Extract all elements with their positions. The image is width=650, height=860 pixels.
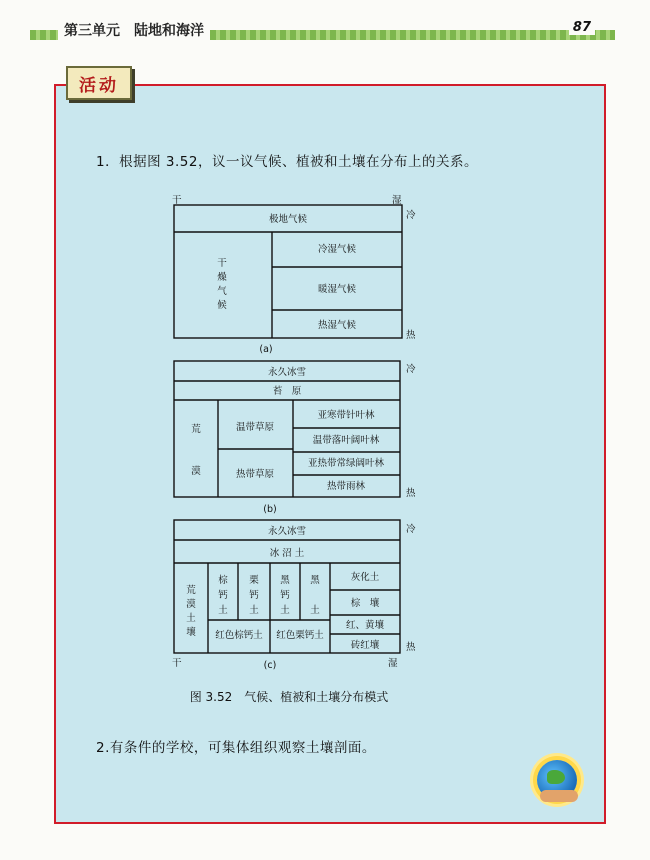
a-warm-humid: 暖湿气候 (317, 284, 357, 295)
c-col1-1: 棕 (218, 575, 228, 586)
c-red-chestnut: 红色栗钙土 (276, 630, 324, 641)
c-brown-earth: 棕 壤 (350, 598, 380, 609)
c-col1-3: 土 (218, 605, 228, 616)
question-1: 1．根据图 3.52，议一议气候、植被和土壤在分布上的关系。 (96, 154, 478, 170)
unit-title: 第三单元 陆地和海洋 (58, 20, 210, 40)
c-desert-2: 漠 (186, 599, 196, 610)
globe-land-icon (547, 770, 565, 784)
b-forest-1: 亚寒带针叶林 (317, 410, 375, 421)
c-podzol: 灰化土 (350, 572, 380, 583)
label-dry-a: 干 (172, 195, 182, 206)
activity-tag: 活动 (66, 66, 132, 100)
c-desert-3: 土 (186, 613, 196, 624)
a-hot-humid: 热湿气候 (317, 320, 357, 331)
b-forest-2: 温带落叶阔叶林 (312, 435, 380, 446)
c-sublabel: (c) (263, 660, 277, 671)
label-cold-a: 冷 (406, 210, 416, 221)
c-desert-1: 荒 (186, 585, 196, 596)
label-wet-c: 湿 (388, 658, 398, 669)
a-cold-humid: 冷湿气候 (317, 244, 357, 255)
b-sublabel: (b) (263, 504, 277, 515)
hand-icon (540, 790, 578, 802)
label-cold-b: 冷 (406, 364, 416, 375)
c-permanent-snow: 永久冰雪 (267, 526, 307, 537)
c-col3-2: 钙 (280, 590, 290, 601)
b-forest-3: 亚热带常绿阔叶林 (307, 458, 385, 469)
label-hot-c: 热 (406, 642, 416, 653)
label-wet-a: 湿 (392, 195, 402, 206)
b-tundra: 苔 原 (272, 386, 302, 397)
b-permanent-snow: 永久冰雪 (267, 367, 307, 378)
c-col3-3: 土 (280, 605, 290, 616)
c-col4-1: 黑 (310, 575, 320, 586)
b-desert-1: 荒 (191, 424, 201, 435)
c-red-yellow: 红、黄壤 (345, 620, 385, 631)
a-dry-char-2: 燥 (217, 272, 227, 283)
a-dry-char-3: 气 (217, 286, 227, 297)
figure-caption: 图 3.52 气候、植被和土壤分布模式 (189, 690, 389, 704)
label-hot-b: 热 (406, 488, 416, 499)
c-col1-2: 钙 (218, 590, 228, 601)
c-col2-1: 栗 (249, 575, 259, 586)
a-dry-char-4: 候 (217, 300, 227, 311)
c-red-brown-calcic: 红色棕钙土 (215, 630, 263, 641)
b-desert-2: 漠 (191, 466, 201, 477)
question-2: 2.有条件的学校，可集体组织观察土壤剖面。 (96, 740, 376, 756)
c-laterite: 砖红壤 (350, 640, 380, 651)
c-col2-2: 钙 (249, 590, 259, 601)
b-tropical-grassland: 热带草原 (235, 469, 275, 480)
c-col4-2: 土 (310, 605, 320, 616)
c-desert-4: 壤 (186, 627, 196, 638)
page-number: 87 (569, 20, 595, 35)
label-dry-c: 干 (172, 658, 182, 669)
a-sublabel: (a) (259, 344, 273, 355)
c-col3-1: 黑 (280, 575, 290, 586)
c-bog-soil: 冰 沼 土 (269, 548, 305, 559)
a-dry-char-1: 干 (217, 258, 227, 269)
c-col2-3: 土 (249, 605, 259, 616)
b-temperate-grassland: 温带草原 (235, 422, 275, 433)
b-forest-4: 热带雨林 (326, 481, 366, 492)
a-polar-climate: 极地气候 (268, 214, 308, 225)
label-hot-a: 热 (406, 330, 416, 341)
label-cold-c: 冷 (406, 524, 416, 535)
